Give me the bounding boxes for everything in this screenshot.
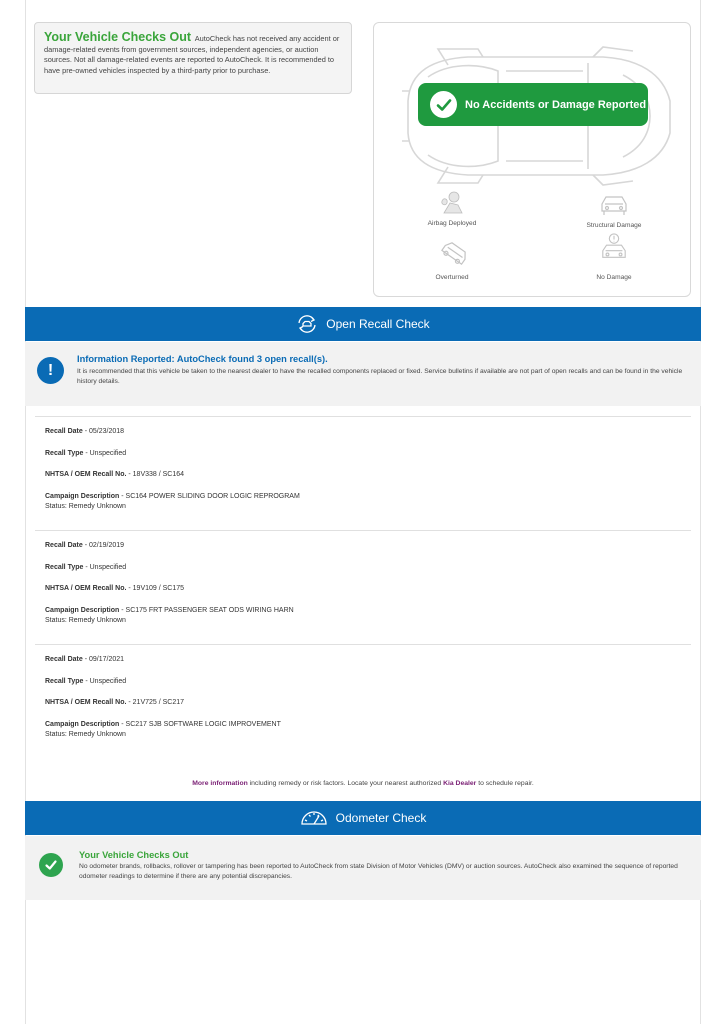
more-information-link[interactable]: More information (192, 780, 248, 787)
odometer-header (25, 801, 701, 835)
recall-date-label: Recall Date (45, 428, 83, 435)
vehicle-damage-panel (373, 22, 691, 297)
recall-number: 18V338 / SC164 (132, 471, 185, 478)
campaign-description: SC175 FRT PASSENGER SEAT ODS WIRING HARN (125, 606, 294, 614)
recall-date: 05/23/2018 (88, 428, 125, 435)
structural-damage-label: Structural Damage (586, 222, 642, 229)
recall-type: Unspecified (89, 563, 127, 571)
campaign-description-label: Campaign Description (45, 720, 120, 728)
recall-type: Unspecified (89, 677, 127, 685)
campaign-description-label: Campaign Description (45, 606, 120, 614)
recall-car-icon (296, 315, 318, 333)
open-recall-title: Open Recall Check (326, 317, 430, 331)
no-damage-label: No Damage (596, 274, 632, 281)
overturned-icon (436, 240, 472, 268)
check-icon (39, 853, 63, 877)
recall-record: Recall Date - 09/17/2021 Recall Type - Unspecified NHTSA / OEM Recall No. - 21V725 / SC217 Campaign Description - SC217 SJB SOFTWARE LOGIC IMPROVEMENT Status: Remedy Unknown (35, 644, 691, 741)
damage-summary-box (34, 22, 352, 94)
overturned-label: Overturned (435, 274, 469, 281)
airbag-label: Airbag Deployed (427, 220, 477, 227)
odometer-title: Odometer Check (335, 811, 427, 825)
recall-number: 19V109 / SC175 (132, 585, 185, 592)
damage-summary-text: AutoCheck has not received any accident or damage-related events from government sources, independent agencies, or auction sources. Not all damage-related events are reported to AutoCheck. It is recommended to have pre-owned vehicles inspected by a third-party prior to purchase. (44, 34, 340, 75)
recall-info-box (25, 342, 701, 406)
no-damage-icon (596, 233, 632, 261)
recall-number-label: NHTSA / OEM Recall No. (45, 585, 127, 592)
recall-number-label: NHTSA / OEM Recall No. (45, 699, 127, 706)
odometer-status-text: No odometer brands, rollbacks, rollover or tampering has been reported to AutoCheck from state Division of Motor Vehicles (DMV) or auction sources. AutoCheck also examined the sequence of reported odometer readings to determine if there are any potential discrepancies. (79, 863, 678, 881)
campaign-description: SC217 SJB SOFTWARE LOGIC IMPROVEMENT (125, 720, 281, 728)
recall-type-label: Recall Type (45, 677, 84, 685)
no-accidents-badge (418, 83, 648, 126)
recall-type: Unspecified (89, 449, 127, 457)
recall-number-label: NHTSA / OEM Recall No. (45, 471, 127, 478)
damage-summary-title: Your Vehicle Checks Out (44, 30, 192, 44)
campaign-description-label: Campaign Description (45, 492, 120, 500)
open-recall-header (25, 307, 701, 341)
recall-type-label: Recall Type (45, 563, 84, 571)
odometer-gauge-icon (300, 809, 328, 827)
recall-date-label: Recall Date (45, 656, 83, 663)
recall-number: 21V725 / SC217 (132, 699, 185, 706)
recall-status: Status: Remedy Unknown (45, 731, 126, 738)
recall-type-label: Recall Type (45, 449, 84, 457)
recall-record: Recall Date - 05/23/2018 Recall Type - Unspecified NHTSA / OEM Recall No. - 18V338 / SC164 Campaign Description - SC164 POWER SLIDING DOOR LOGIC REPROGRAM Status: Remedy Unknown (35, 416, 691, 513)
kia-dealer-link[interactable]: Kia Dealer (443, 780, 477, 787)
more-info-text-end: to schedule repair. (476, 780, 534, 787)
recall-status: Status: Remedy Unknown (45, 617, 126, 624)
recall-info-title: Information Reported: AutoCheck found 3 open recall(s). (77, 354, 328, 364)
recall-info-text: It is recommended that this vehicle be taken to the nearest dealer to have the recalled components replaced or fixed. Service bulletins if available are not part of open recalls and can be found in the vehicle history details. (77, 368, 683, 386)
more-info-text: including remedy or risk factors. Locate your nearest authorized (247, 780, 444, 787)
recall-status: Status: Remedy Unknown (45, 503, 126, 510)
recall-date: 02/19/2019 (88, 542, 125, 549)
structural-damage-icon (596, 191, 632, 219)
campaign-description: SC164 POWER SLIDING DOOR LOGIC REPROGRAM (125, 492, 300, 500)
alert-icon: ! (37, 357, 64, 384)
check-icon (430, 91, 457, 118)
no-accidents-label: No Accidents or Damage Reported (465, 98, 647, 111)
recall-date: 09/17/2021 (88, 656, 125, 663)
recall-date-label: Recall Date (45, 542, 83, 549)
recall-record: Recall Date - 02/19/2019 Recall Type - Unspecified NHTSA / OEM Recall No. - 19V109 / SC175 Campaign Description - SC175 FRT PASSENGER SEAT ODS WIRING HARN Status: Remedy Unknown (35, 530, 691, 627)
airbag-icon (434, 189, 470, 217)
more-info-line (25, 780, 701, 787)
odometer-status-title: Your Vehicle Checks Out (79, 850, 189, 860)
odometer-info-box (25, 836, 701, 900)
